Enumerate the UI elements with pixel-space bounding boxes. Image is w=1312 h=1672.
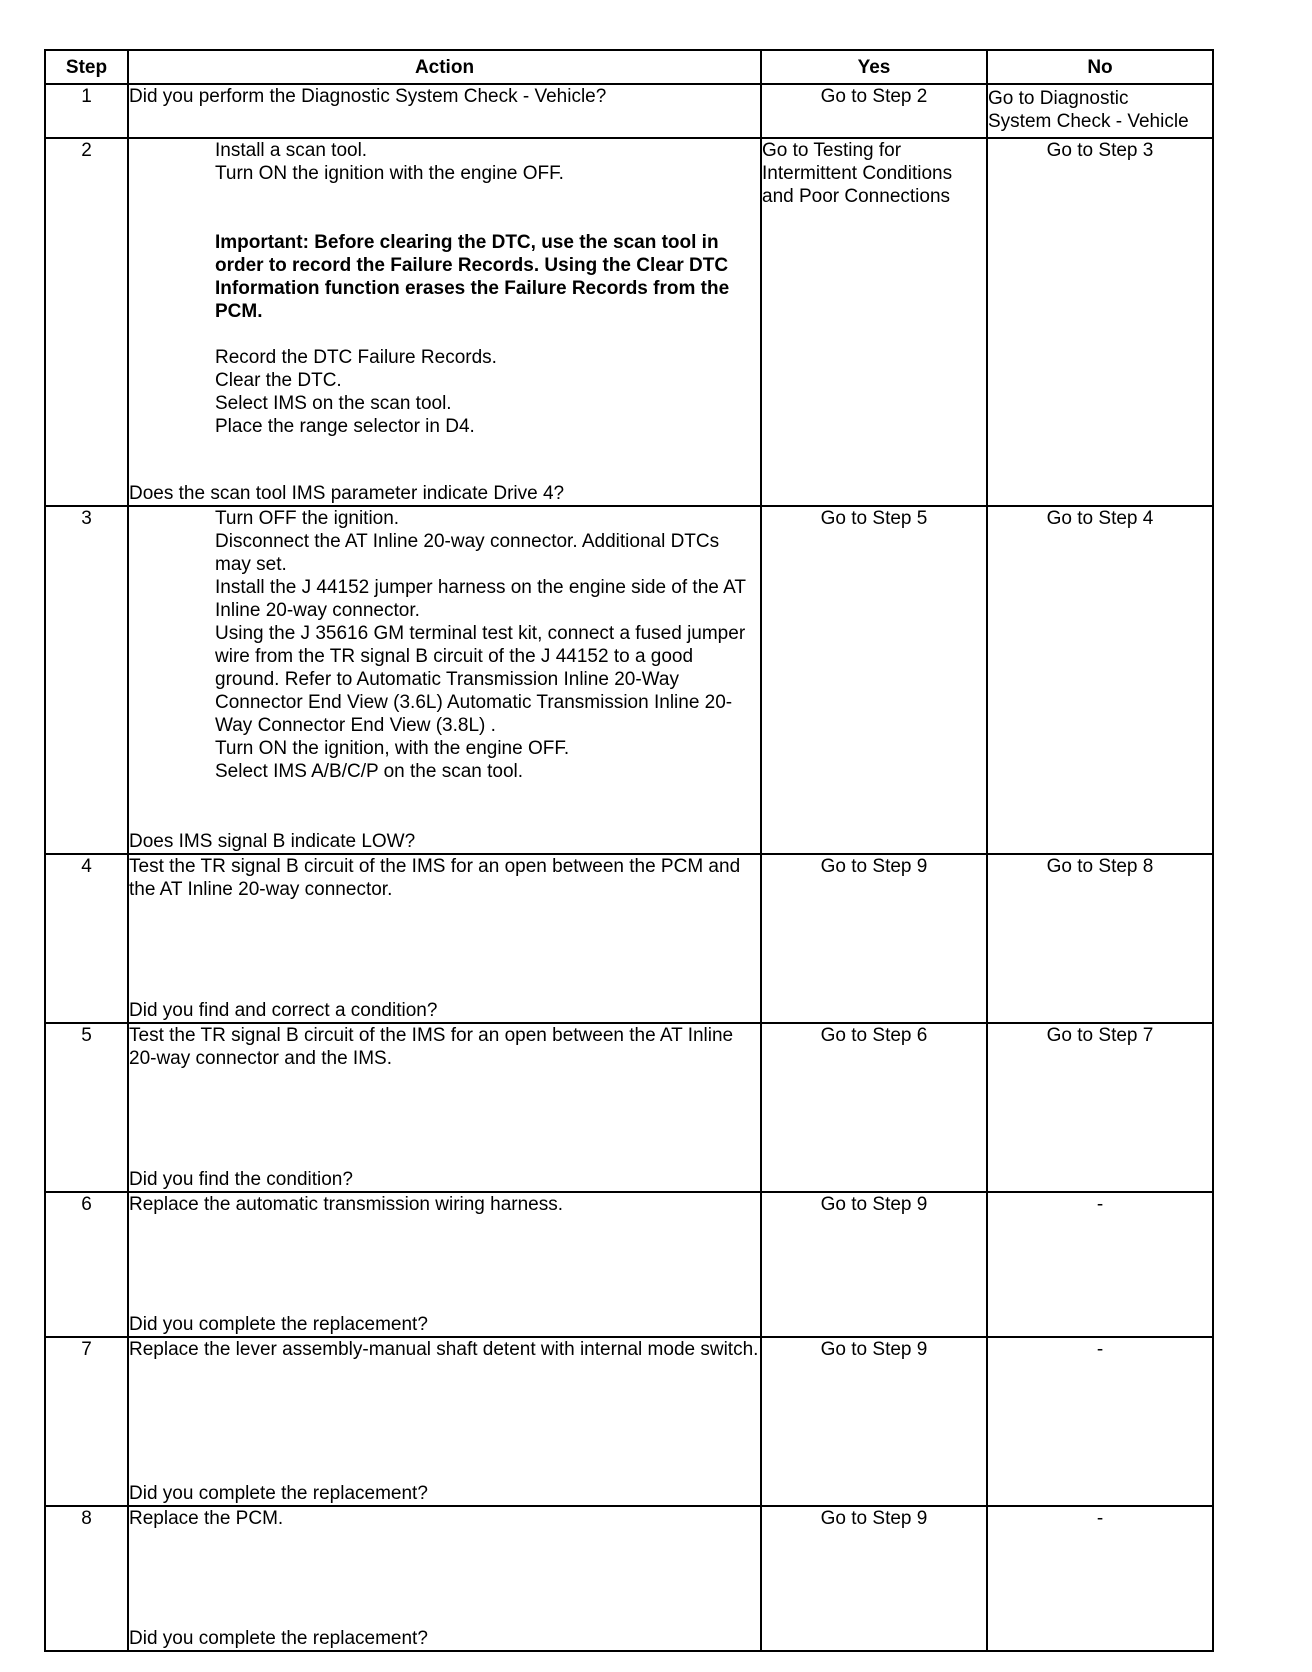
action-question: Did you find and correct a condition? (129, 1000, 438, 1021)
action-line: Install the J 44152 jumper harness on the engine side of the AT Inline 20-way connector. (215, 577, 746, 621)
action-cell (128, 1192, 761, 1337)
no-link: - (987, 1337, 1213, 1506)
no-line: Go to Diagnostic (988, 88, 1129, 109)
yes-link[interactable]: Go to Step 6 (761, 1023, 987, 1192)
yes-link[interactable]: Go to Step 9 (761, 1506, 987, 1651)
table-row (45, 1192, 1213, 1337)
yes-link[interactable]: Go to Step 5 (761, 506, 987, 854)
step-number: 6 (45, 1192, 128, 1337)
action-line: Place the range selector in D4. (215, 416, 475, 437)
action-question: Did you complete the replacement? (129, 1628, 428, 1649)
yes-link[interactable]: Go to Step 9 (761, 1192, 987, 1337)
action-question: Does the scan tool IMS parameter indicate Drive 4? (129, 483, 565, 504)
action-cell (128, 1023, 761, 1192)
step-number: 3 (45, 506, 128, 854)
step-number: 4 (45, 854, 128, 1023)
table-row (45, 506, 1213, 854)
action-line: Using the J 35616 GM terminal test kit, connect a fused jumper wire from the TR signal B circuit of the J 44152 to a good ground. Refer to Automatic Transmission Inline 20-Way Connector End View (3.6L) Automatic Transmission Inline 20-Way Connector End View (3.8L) . (215, 623, 746, 736)
yes-link[interactable] (761, 138, 987, 506)
step-number: 5 (45, 1023, 128, 1192)
yes-line: Intermittent Conditions (762, 163, 953, 184)
table-row (45, 1506, 1213, 1651)
action-cell (128, 1337, 761, 1506)
yes-line: Go to Testing for (762, 140, 902, 161)
header-step: Step (45, 50, 128, 84)
action-line: Replace the lever assembly-manual shaft detent with internal mode switch. (129, 1339, 759, 1360)
action-line: Turn ON the ignition, with the engine OFF. (215, 738, 570, 759)
step-number: 8 (45, 1506, 128, 1651)
yes-line: and Poor Connections (762, 186, 951, 207)
action-line: Disconnect the AT Inline 20-way connector. Additional DTCs may set. (215, 531, 720, 575)
no-link[interactable] (987, 84, 1213, 138)
step-number: 1 (45, 84, 128, 138)
action-question: Did you complete the replacement? (129, 1314, 428, 1335)
action-cell (128, 1506, 761, 1651)
table-row (45, 1337, 1213, 1506)
diagnostic-table (44, 49, 1214, 1652)
step-number: 2 (45, 138, 128, 506)
table-row (45, 1023, 1213, 1192)
header-row (45, 50, 1213, 84)
action-line: Test the TR signal B circuit of the IMS for an open between the AT Inline 20-way connector and the IMS. (129, 1025, 734, 1069)
important-note: Important: Before clearing the DTC, use the scan tool in order to record the Failure Records. Using the Clear DTC Information function erases the Failure Records from the PCM. (215, 232, 730, 322)
header-no: No (987, 50, 1213, 84)
action-question: Did you complete the replacement? (129, 1483, 428, 1504)
no-link: - (987, 1192, 1213, 1337)
action-question: Did you find the condition? (129, 1169, 353, 1190)
action-cell (128, 854, 761, 1023)
no-link: - (987, 1506, 1213, 1651)
table-row (45, 854, 1213, 1023)
action-line: Clear the DTC. (215, 370, 342, 391)
no-link[interactable]: Go to Step 3 (987, 138, 1213, 506)
header-yes: Yes (761, 50, 987, 84)
no-link[interactable]: Go to Step 4 (987, 506, 1213, 854)
yes-link[interactable]: Go to Step 2 (761, 84, 987, 138)
action-question: Does IMS signal B indicate LOW? (129, 831, 416, 852)
no-link[interactable]: Go to Step 7 (987, 1023, 1213, 1192)
action-cell (128, 506, 761, 854)
action-line: Install a scan tool. (215, 140, 368, 161)
action-line: Select IMS on the scan tool. (215, 393, 452, 414)
action-line: Record the DTC Failure Records. (215, 347, 497, 368)
no-link[interactable]: Go to Step 8 (987, 854, 1213, 1023)
table-row (45, 138, 1213, 506)
no-line: System Check - Vehicle (988, 111, 1189, 132)
yes-link[interactable]: Go to Step 9 (761, 1337, 987, 1506)
action-line: Select IMS A/B/C/P on the scan tool. (215, 761, 524, 782)
action-line: Turn ON the ignition with the engine OFF. (215, 163, 564, 184)
action-line: Replace the PCM. (129, 1508, 284, 1529)
action-line: Did you perform the Diagnostic System Check - Vehicle? (129, 86, 607, 107)
step-number: 7 (45, 1337, 128, 1506)
action-line: Turn OFF the ignition. (215, 508, 400, 529)
action-cell (128, 84, 761, 138)
action-line: Test the TR signal B circuit of the IMS for an open between the PCM and the AT Inline 20-way connector. (129, 856, 741, 900)
yes-link[interactable]: Go to Step 9 (761, 854, 987, 1023)
header-action: Action (128, 50, 761, 84)
action-line: Replace the automatic transmission wiring harness. (129, 1194, 564, 1215)
action-cell (128, 138, 761, 506)
table-row (45, 84, 1213, 138)
